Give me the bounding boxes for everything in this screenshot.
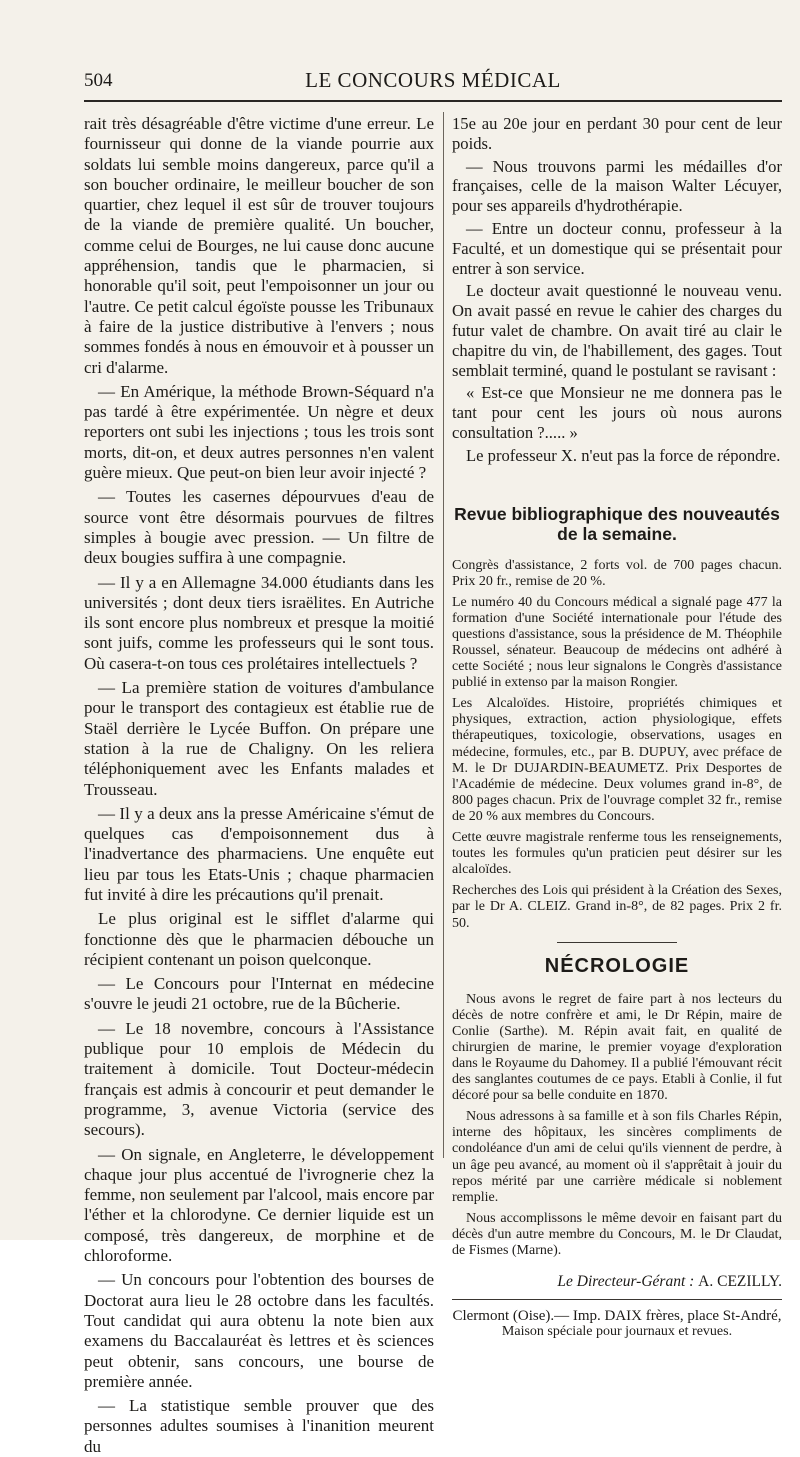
paragraph: Cette œuvre magistrale renferme tous les renseignements, toutes les formules qu'un praticien peut désirer sur les alcaloïdes. bbox=[452, 830, 782, 878]
revue-entries bbox=[452, 558, 782, 932]
revue-bibliographique-title: Revue bibliographique des nouveautés de la semaine. bbox=[454, 503, 780, 544]
paragraph: — Le 18 novembre, concours à l'Assistance publique pour 10 emplois de Médecin du traitement à domicile. Tout Docteur-médecin français est admis à concourir et peut demander le programme, 3, avenue Victoria (service des secours). bbox=[84, 1018, 434, 1140]
printer-imprint bbox=[452, 1308, 782, 1340]
paragraph: Le numéro 40 du Concours médical a signalé page 477 la formation d'une Société internationale pour l'étude des questions d'assistance, sous la présidence de M. Théophile Roussel, sénateur. Beaucoup de médecins ont adhéré à cette Société ; nous leur signalons le Congrès d'assistance publié in extenso par la maison Rongier. bbox=[452, 594, 782, 691]
page-header bbox=[84, 64, 782, 98]
paragraph: Le plus original est le sifflet d'alarme qui fonctionne dès que le pharmacien débouche un récipient contenant un poison quelconque. bbox=[84, 909, 434, 969]
paragraph: — En Amérique, la méthode Brown-Séquard n'a pas tardé à être expérimentée. Un nègre et deux reporters ont subi les injections ; tous les trois sont morts, dit-on, et deux autres personnes n'en valent guère mieux. Que peut-on bien leur avoir injecté ? bbox=[84, 381, 434, 483]
printer-line-1: Clermont (Oise).— Imp. DAIX frères, place St-André, bbox=[452, 1308, 782, 1325]
paragraph: Nous accomplissons le même devoir en faisant part du décès d'un autre membre du Concours, M. le Dr Claudat, de Fismes (Marne). bbox=[452, 1210, 782, 1259]
necrologie-entries bbox=[452, 992, 782, 1260]
signature-name: A. CEZILLY. bbox=[698, 1273, 782, 1291]
paragraph: — On signale, en Angleterre, le développement chaque jour plus accentué de l'ivrognerie chez la femme, non seulement par l'alcool, mais encore par l'éther et la chlorodyne. Ce dernier liquide est un composé, très dangereux, de morphine et de chloroforme. bbox=[84, 1144, 435, 1266]
page-number: 504 bbox=[84, 70, 113, 91]
imprint-rule bbox=[452, 1299, 782, 1300]
paragraph: Nous adressons à sa famille et à son fils Charles Répin, interne des hôpitaux, les sincères compliments de condoléance d'un ami de celui qu'ils viennent de perdre, à un âge peu avancé, au moment où il s'apprêtait à jouir du repos mérité par une carrière médicale si noblement remplie. bbox=[452, 1109, 782, 1205]
paragraph: Les Alcaloïdes. Histoire, propriétés chimiques et physiques, extraction, action physiologique, effets thérapeutiques, toxicologie, observations, usages en médecine, formules, etc., par B. DUPUY, avec préface de M. le Dr DUJARDIN-BEAUMETZ. Prix Desportes de l'Académie de médecine. Deux volumes grand in-8°, de 800 pages chacun. Prix de l'ouvrage complet 32 fr., remise de 20 % aux membres du Concours. bbox=[452, 696, 782, 824]
running-title: LE CONCOURS MÉDICAL bbox=[305, 68, 561, 92]
paragraph: — La statistique semble prouver que des personnes adultes soumises à l'inanition meurent du bbox=[84, 1396, 434, 1456]
paragraph: — Un concours pour l'obtention des bourses de Doctorat aura lieu le 28 octobre dans les facultés. Tout candidat qui aura obtenu la note bien aux examens du Baccalauréat ès lettres et ès sciences peut obtenir, sans concours, une bourse de première année. bbox=[84, 1270, 434, 1391]
section-rule bbox=[557, 942, 677, 943]
paragraph: Nous avons le regret de faire part à nos lecteurs du décès de notre confrère et ami, le Dr Répin, maire de Conlie (Sarthe). M. Répin avait fait, en qualité de chirurgien de marine, le premier voyage d'exploration dans le Royaume du Dahomey. Il a publié l'émouvant récit des sanglantes coutumes de ce pays. Etabli à Conlie, il fut décoré pour sa belle conduite en 1870. bbox=[452, 991, 782, 1104]
header-rule bbox=[84, 100, 782, 102]
paragraph: — Entre un docteur connu, professeur à la Faculté, et un domestique qui se présentait pour entrer à son service. bbox=[452, 218, 782, 278]
continued-paragraph: rait très désagréable d'être victime d'une erreur. Le fournisseur qui donne de la viande pourrie aux soldats lui semble moins dangereux, parce qu'il a son boucher ordinaire, le meilleur boucher de son quartier, chez lequel il est sûr de trouver toujours de la viande de première qualité. Un boucher, comme celui de Bourges, ne lui cause donc aucune appréhension, tandis que le pharmacien, si honorable qu'il soit, peut l'empoisonner un jour ou l'autre. Ce petit calcul égoïste pousse les Tribunaux à faire de la justice distributive à l'envers ; nous sommes fondés à nous en émouvoir et à pousser un cri d'alarme. bbox=[84, 114, 434, 377]
left-column bbox=[84, 114, 435, 1456]
paragraph: — La première station de voitures d'ambulance pour le transport des contagieux est établie rue de Staël derrière le Lycée Buffon. On prépare une station à la rue de Chaligny. On les reliera téléphoniquement avec les Enfants malades et Trousseau. bbox=[84, 678, 434, 799]
paragraph: Le docteur avait questionné le nouveau venu. On avait passé en revue le cahier des charges du futur valet de chambre. On avait tiré au clair le chapitre du vin, de l'habillement, des gages. Tout semblait terminé, quand le postulant se ravisant : bbox=[452, 281, 782, 380]
column-divider bbox=[443, 112, 444, 1158]
signature bbox=[452, 1273, 782, 1291]
right-column-news bbox=[452, 114, 782, 466]
printer-line-2: Maison spéciale pour journaux et revues. bbox=[501, 1324, 733, 1340]
signature-label: Le Directeur-Gérant : bbox=[557, 1273, 699, 1291]
paragraph: Le professeur X. n'eut pas la force de répondre. bbox=[466, 445, 781, 465]
paragraph: « Est-ce que Monsieur ne me donnera pas le tant pour cent les jours où nous aurons consultation ?..... » bbox=[452, 383, 782, 442]
paragraph: Congrès d'assistance, 2 forts vol. de 700 pages chacun. Prix 20 fr., remise de 20 %. bbox=[452, 557, 782, 589]
paragraph: — Il y a en Allemagne 34.000 étudiants dans les universités ; dont deux tiers israëlites. En Autriche ils sont encore plus nombreux et presque la moitié sont juifs, comme les professeurs qui le sont tous. Où casera-t-on tous ces prolétaires intellectuels ? bbox=[84, 572, 434, 673]
necrologie-title: NÉCROLOGIE bbox=[544, 954, 690, 977]
paragraph: — Nous trouvons parmi les médailles d'or françaises, celle de la maison Walter Lécuyer, pour ses appareils d'hydrothérapie. bbox=[452, 156, 782, 216]
paragraph: — Il y a deux ans la presse Américaine s'émut de quelques cas d'empoisonnement dus à l'inadvertance des pharmaciens. Une enquête eut lieu par tous les Etats-Unis ; chaque pharmacien fut invité à dire les précautions qu'il prenait. bbox=[84, 803, 434, 904]
continued-paragraph: 15e au 20e jour en perdant 30 pour cent de leur poids. bbox=[452, 114, 782, 153]
right-column bbox=[452, 114, 782, 1340]
paragraph: — Toutes les casernes dépourvues d'eau de source vont être désormais pourvues de filtres simples à bougie avec pression. — Un filtre de deux bougies suffira à une compagnie. bbox=[84, 487, 434, 568]
paragraph: — Le Concours pour l'Internat en médecine s'ouvre le jeudi 21 octobre, rue de la Bûcherie. bbox=[84, 974, 434, 1014]
paragraph: Recherches des Lois qui président à la Création des Sexes, par le Dr A. CLEIZ. Grand in-8°, de 82 pages. Prix 2 fr. 50. bbox=[452, 883, 782, 931]
